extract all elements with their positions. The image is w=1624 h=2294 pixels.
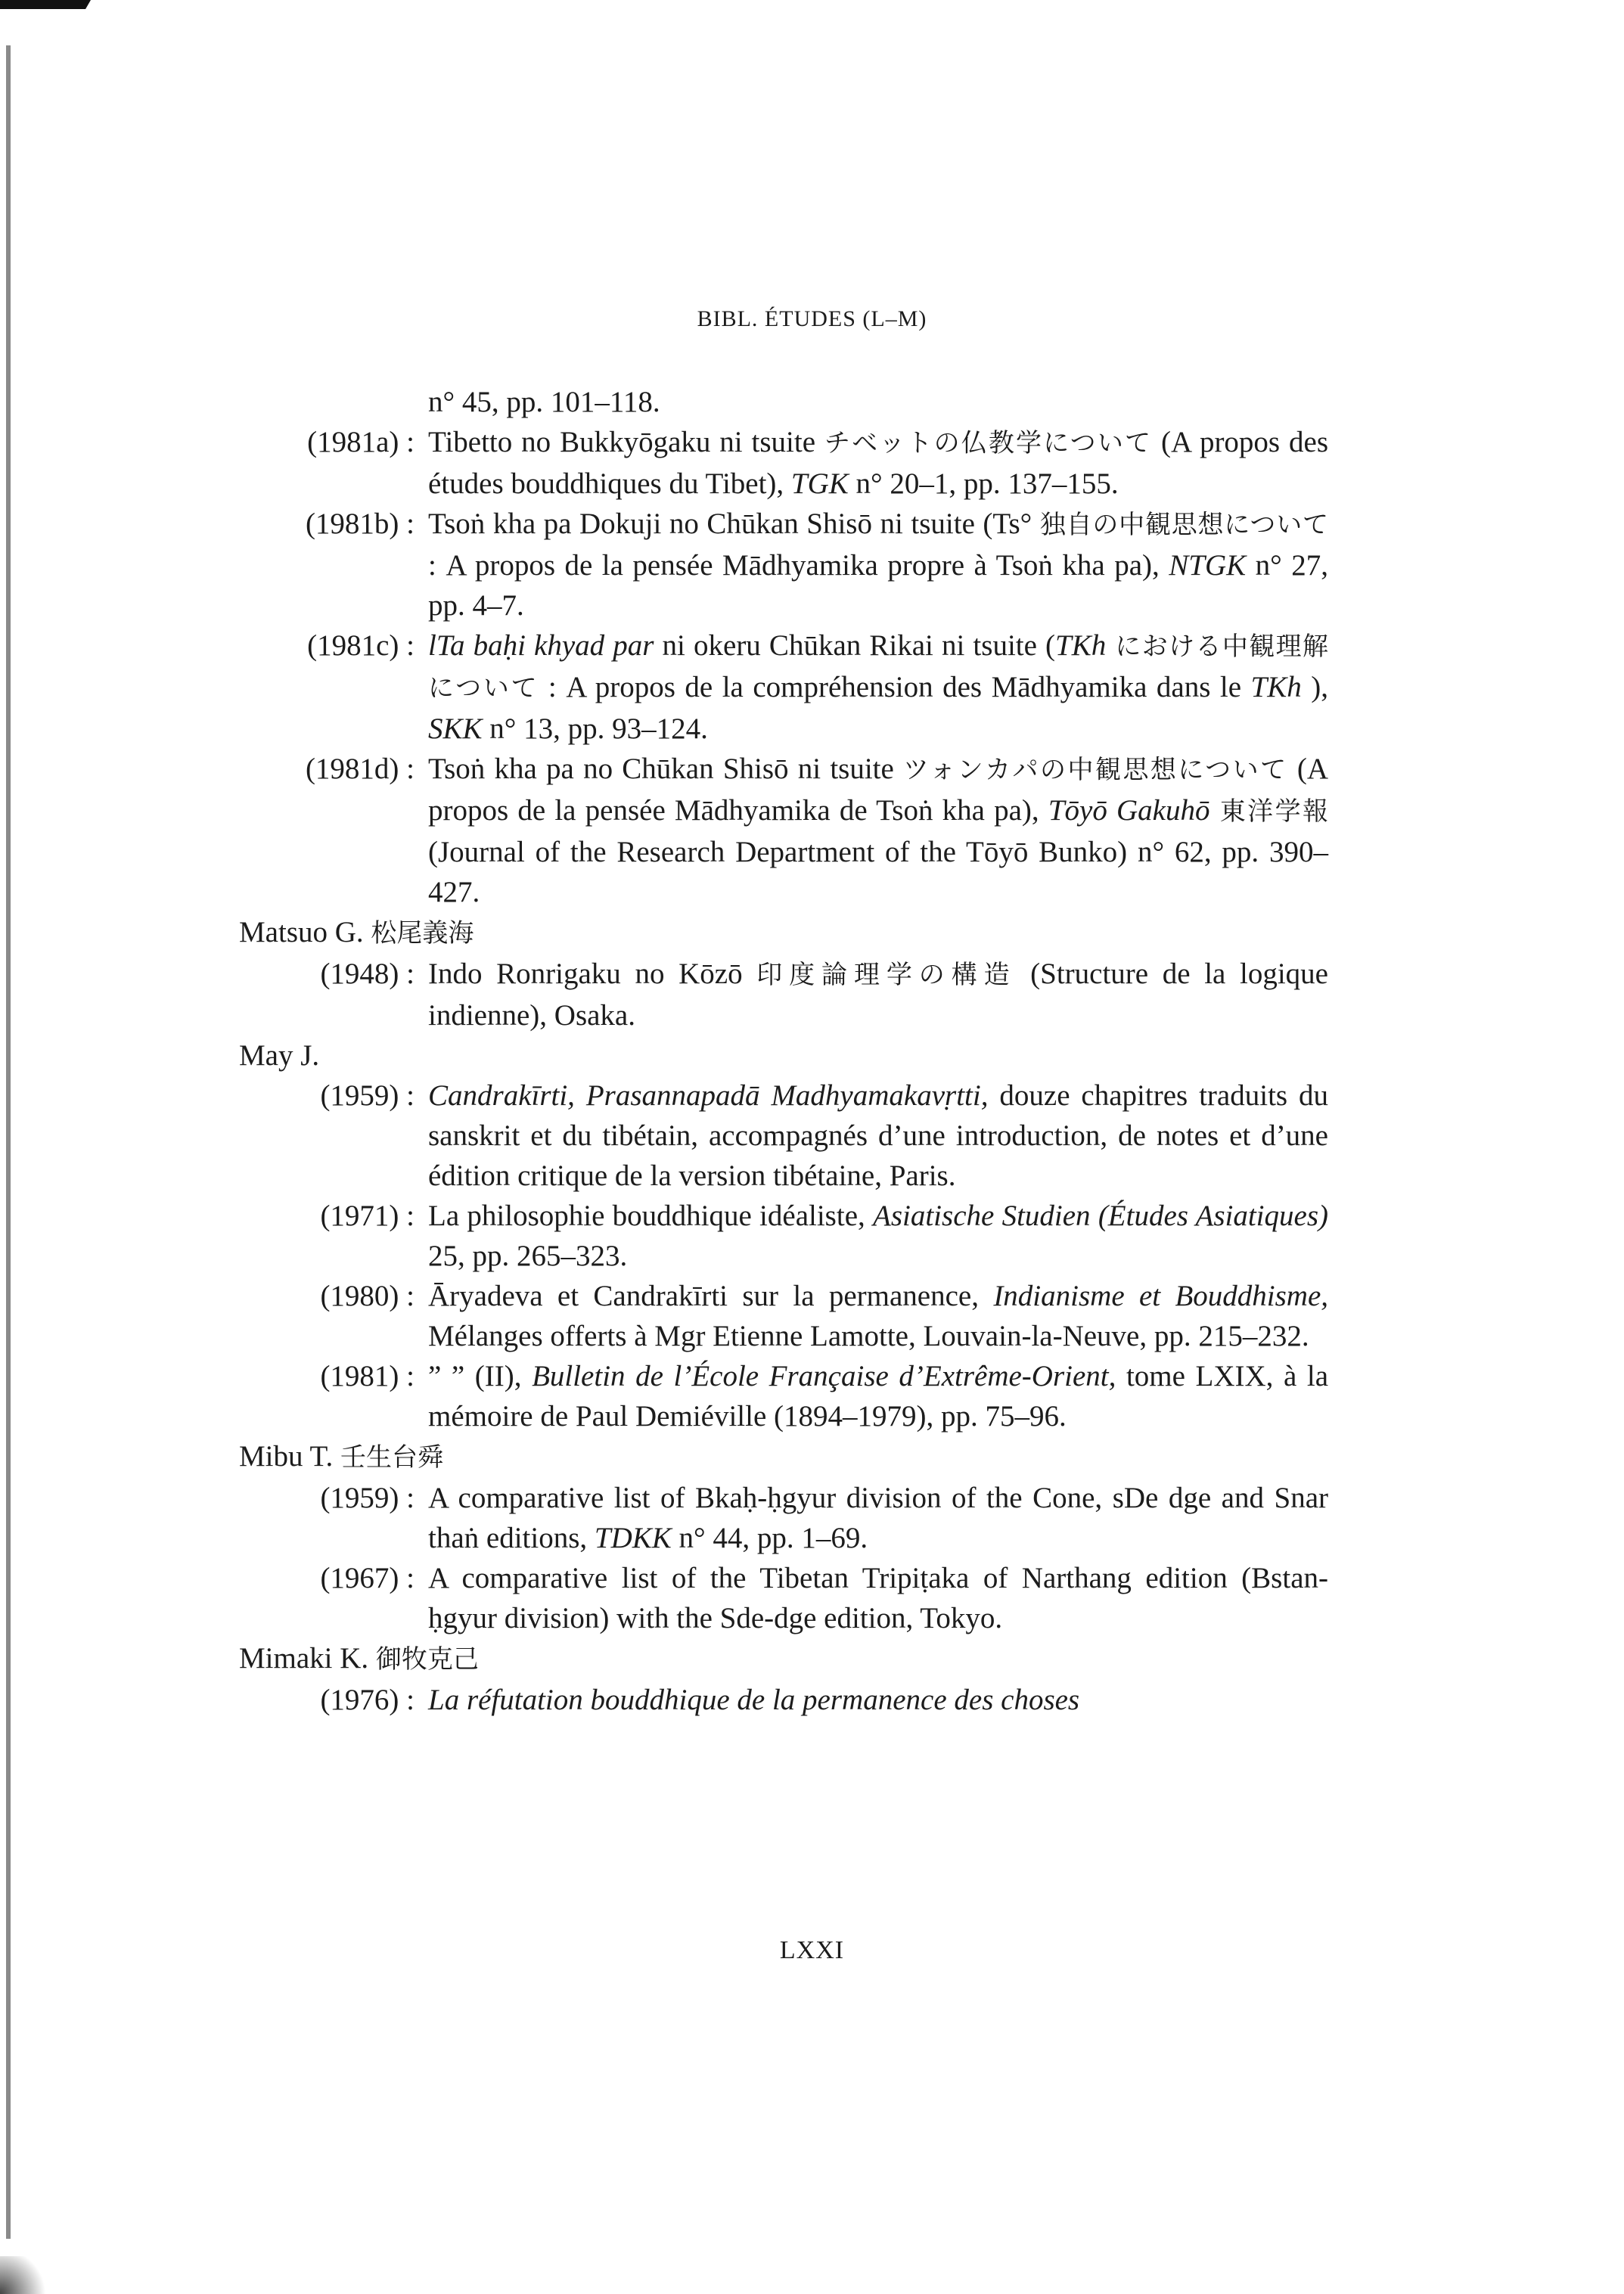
entry-text bbox=[428, 954, 1328, 1035]
japanese-title: 独自の中観思想について bbox=[1039, 510, 1328, 540]
japanese-title: 東洋学報 bbox=[1209, 796, 1328, 827]
text-run: n° 13, pp. 93–124. bbox=[482, 712, 708, 745]
entry-date: (1981a) : bbox=[307, 426, 415, 458]
work-abbrev: TKh bbox=[1055, 629, 1107, 662]
scan-speck bbox=[0, 2256, 53, 2294]
entry-date: (1981c) : bbox=[307, 629, 415, 662]
entry-1967 bbox=[239, 1558, 1328, 1638]
author-mimaki bbox=[239, 1638, 1328, 1680]
text-run: tome LXIX, à la mémoire de Paul Demiéville (1894–1979), pp. 75–96. bbox=[428, 1360, 1329, 1433]
author-matsuo bbox=[239, 912, 1328, 954]
text-run: (Journal of the Research Department of the Tōyō Bunko) n° 62, pp. 390–427. bbox=[428, 836, 1328, 908]
entry-1981d bbox=[239, 749, 1328, 912]
entry-1976 bbox=[239, 1680, 1328, 1720]
text-run: Tsoṅ kha pa no Chūkan Shisō ni tsuite bbox=[428, 753, 904, 785]
entry-text bbox=[428, 422, 1328, 504]
journal-title: Indianisme et Bouddhisme, bbox=[993, 1280, 1329, 1312]
japanese-title: チベットの仏教学について bbox=[824, 428, 1153, 458]
text-run: Āryadeva et Candrakīrti sur la permanence, bbox=[428, 1280, 994, 1312]
text-run: douze chapitres traduits du sanskrit et du tibétain, accompagnés d’une introduction, de notes et d’une édition critique de la version tibétaine, Paris. bbox=[428, 1079, 1328, 1192]
entry-date: (1959) : bbox=[320, 1079, 415, 1112]
entry-1981a bbox=[239, 422, 1328, 504]
text-run: (Structure de la logique indienne), Osaka. bbox=[428, 958, 1328, 1032]
author-name: Mibu T. bbox=[239, 1440, 334, 1473]
binding-line bbox=[6, 45, 11, 2239]
text-run: 25, pp. 265–323. bbox=[428, 1240, 628, 1272]
entry-date: (1967) : bbox=[320, 1562, 415, 1594]
author-name: Mimaki K. bbox=[239, 1642, 369, 1675]
text-run: A comparative list of the Tibetan Tripiṭaka of Narthang edition (Bstan-ḥgyur division) with the Sde-dge edition, Tokyo. bbox=[428, 1562, 1328, 1634]
entry-text bbox=[428, 1196, 1328, 1276]
entry-1971 bbox=[239, 1196, 1328, 1276]
author-name: Matsuo G. bbox=[239, 916, 364, 948]
entry-1959-mibu bbox=[239, 1478, 1328, 1558]
entry-1980 bbox=[239, 1276, 1328, 1356]
entry-text bbox=[428, 1558, 1328, 1638]
author-name-japanese: 松尾義海 bbox=[371, 918, 474, 948]
entry-1981-may bbox=[239, 1356, 1328, 1436]
entry-date: (1971) : bbox=[320, 1200, 415, 1232]
text-run: ” ” (II), bbox=[428, 1360, 533, 1392]
entry-text bbox=[428, 1478, 1328, 1558]
text-run: La philosophie bouddhique idéaliste, bbox=[428, 1200, 874, 1232]
entry-date: (1981) : bbox=[320, 1360, 415, 1392]
entry-text bbox=[428, 1680, 1328, 1720]
journal-title: Asiatische Studien (Études Asiatiques) bbox=[873, 1200, 1328, 1232]
text-run: : A propos de la compréhension des Mādhyamika dans le bbox=[539, 671, 1251, 703]
text-run: ni okeru Chūkan Rikai ni tsuite ( bbox=[654, 629, 1056, 662]
journal-title: Tōyō Gakuhō bbox=[1048, 794, 1210, 827]
entry-date: (1981b) : bbox=[305, 508, 415, 540]
entry-text bbox=[428, 749, 1328, 912]
journal-abbrev: TGK bbox=[790, 467, 849, 500]
text-run: (A propos de la pensée Mādhyamika de Tsoṅ kha pa), bbox=[428, 753, 1328, 827]
entry-text bbox=[428, 625, 1328, 749]
journal-abbrev: SKK bbox=[428, 712, 483, 745]
author-mibu bbox=[239, 1436, 1328, 1478]
entry-text bbox=[428, 1276, 1328, 1356]
entry-date: (1976) : bbox=[320, 1684, 415, 1716]
author-name-japanese: 御牧克己 bbox=[375, 1644, 479, 1675]
entry-text bbox=[428, 1356, 1328, 1436]
work-title: lTa baḥi khyad par bbox=[428, 629, 654, 662]
work-title: La réfutation bouddhique de la permanence des choses bbox=[428, 1684, 1080, 1716]
running-head: BIBL. ÉTUDES (L–M) bbox=[697, 306, 927, 331]
text-run: Indo Ronrigaku no Kōzō bbox=[428, 958, 757, 990]
text-run: Tsoṅ kha pa Dokuji no Chūkan Shisō ni tsuite (Ts° bbox=[428, 508, 1040, 540]
text-run: n° 44, pp. 1–69. bbox=[671, 1522, 868, 1554]
author-name: May J. bbox=[239, 1039, 320, 1072]
entry-1981c bbox=[239, 625, 1328, 749]
bibliography-body bbox=[239, 382, 1328, 1720]
text-run: : A propos de la pensée Mādhyamika propre à Tsoṅ kha pa), bbox=[428, 549, 1169, 582]
journal-abbrev: NTGK bbox=[1169, 549, 1247, 582]
author-may bbox=[239, 1035, 1328, 1076]
author-name-japanese: 壬生台舜 bbox=[340, 1442, 443, 1473]
text-run: n° 27, pp. 4–7. bbox=[428, 549, 1328, 622]
entry-1959-may bbox=[239, 1076, 1328, 1196]
text-run: ), bbox=[1301, 671, 1328, 703]
entry-date: (1959) : bbox=[320, 1482, 415, 1514]
entry-1981b bbox=[239, 504, 1328, 625]
text-run: A comparative list of Bkaḥ-ḥgyur division of the Cone, sDe dge and Snar thaṅ editions, bbox=[428, 1482, 1328, 1554]
work-abbrev: TKh bbox=[1250, 671, 1302, 703]
continuation-line: n° 45, pp. 101–118. bbox=[428, 386, 660, 418]
text-run: n° 20–1, pp. 137–155. bbox=[848, 467, 1119, 500]
text-run: (A propos des études bouddhiques du Tibet), bbox=[428, 426, 1329, 500]
work-title: Candrakīrti, Prasannapadā Madhyamakavṛtti, bbox=[428, 1079, 989, 1112]
entry-text bbox=[428, 504, 1328, 625]
entry-date: (1948) : bbox=[320, 958, 415, 990]
japanese-title: ツォンカパの中観思想について bbox=[903, 755, 1288, 785]
binding-shadow bbox=[0, 0, 91, 9]
japanese-title: 印度論理学の構造 bbox=[756, 960, 1017, 990]
entry-date: (1980) : bbox=[320, 1280, 415, 1312]
page-number: LXXI bbox=[779, 1936, 845, 1964]
entry-1948 bbox=[239, 954, 1328, 1035]
entry-date: (1981d) : bbox=[305, 753, 415, 785]
entry-text bbox=[428, 1076, 1328, 1196]
text-run: Mélanges offerts à Mgr Etienne Lamotte, Louvain-la-Neuve, pp. 215–232. bbox=[428, 1320, 1309, 1352]
journal-abbrev: TDKK bbox=[594, 1522, 672, 1554]
text-run: Tibetto no Bukkyōgaku ni tsuite bbox=[428, 426, 824, 458]
journal-title: Bulletin de l’École Française d’Extrême-Orient, bbox=[532, 1360, 1116, 1392]
japanese-title: における中観理解について bbox=[428, 632, 1329, 703]
